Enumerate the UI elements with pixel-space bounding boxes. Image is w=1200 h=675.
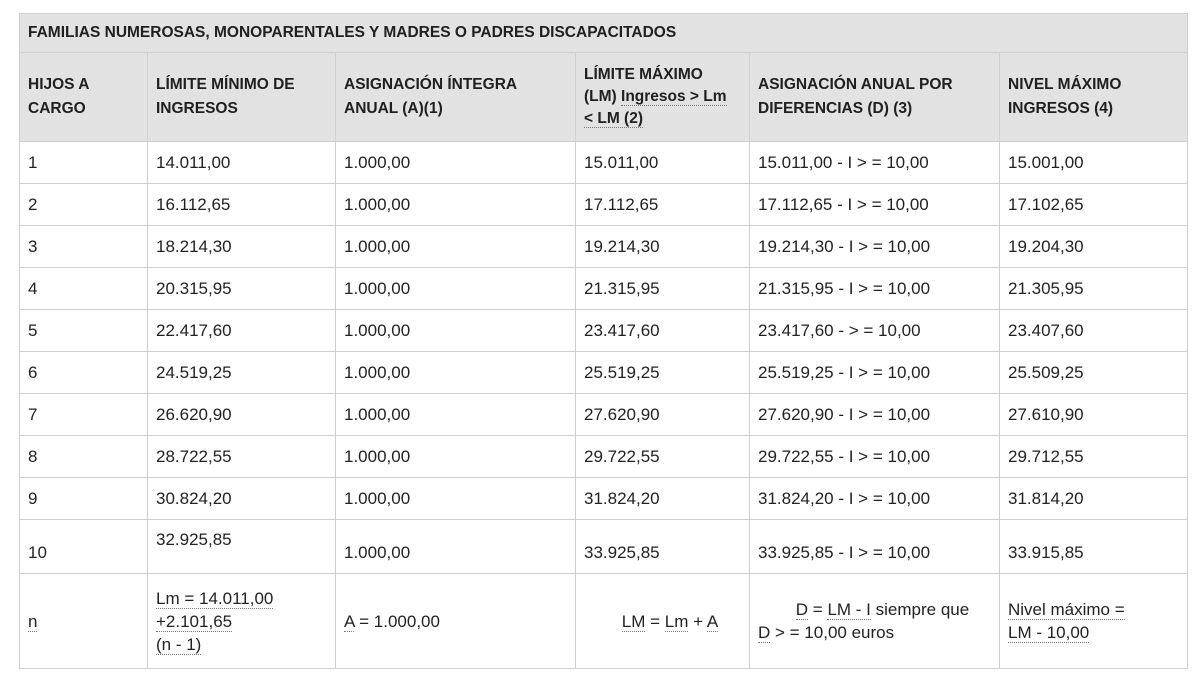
abbr-n[interactable]: n (28, 611, 38, 631)
table-cell: 23.417,60 (576, 310, 750, 352)
abbr-lm-i[interactable]: LM - I (827, 600, 871, 619)
formula-n-cell (20, 574, 148, 669)
table-cell: 7 (20, 394, 148, 436)
table-cell: 22.417,60 (148, 310, 336, 352)
table-cell: 25.519,25 - I > = 10,00 (750, 352, 1000, 394)
formula-nivel-cell (1000, 574, 1188, 669)
table-cell: 33.925,85 (576, 520, 750, 574)
abbr-lm-formula[interactable]: +2.101,65 (156, 611, 233, 631)
table-body (20, 142, 1188, 669)
formula-text: + (688, 611, 707, 631)
table-cell: 29.712,55 (1000, 436, 1188, 478)
families-income-table (19, 13, 1188, 669)
table-cell: 30.824,20 (148, 478, 336, 520)
table-cell: 1.000,00 (336, 352, 576, 394)
formula-text: = (808, 600, 828, 619)
abbr-LM[interactable]: LM (621, 611, 646, 631)
table-cell: 1.000,00 (336, 226, 576, 268)
table-cell: 1.000,00 (336, 436, 576, 478)
abbr-lm-formula[interactable]: (n - 1) (156, 634, 202, 654)
table-cell: 1.000,00 (336, 520, 576, 574)
table-cell: 16.112,65 (148, 184, 336, 226)
header-text: INGRESOS (4) (1008, 100, 1114, 117)
table-header-row (20, 53, 1188, 142)
table-cell: 1.000,00 (336, 184, 576, 226)
abbr-a[interactable]: A (706, 611, 719, 631)
abbr-lm-10[interactable]: LM - 10,00 (1008, 623, 1090, 642)
abbr-lm[interactable]: Lm (664, 611, 689, 631)
formula-text: = (645, 611, 665, 631)
header-text: ANUAL (A)(1) (344, 100, 443, 117)
table-row (20, 436, 1188, 478)
table-cell: 6 (20, 352, 148, 394)
table-cell: 17.102,65 (1000, 184, 1188, 226)
table-cell: 31.814,20 (1000, 478, 1188, 520)
header-text: HIJOS A (28, 76, 90, 93)
table-cell: 4 (20, 268, 148, 310)
abbr-nivel-maximo[interactable]: Nivel máximo = (1008, 600, 1125, 619)
table-cell: 24.519,25 (148, 352, 336, 394)
table-cell: 23.417,60 - > = 10,00 (750, 310, 1000, 352)
table-row (20, 520, 1188, 574)
table-row (20, 184, 1188, 226)
table-title: FAMILIAS NUMEROSAS, MONOPARENTALES Y MADRES O PADRES DISCAPACITADOS (20, 14, 1188, 53)
header-limite-minimo (148, 53, 336, 142)
formula-lm-cell (148, 574, 336, 669)
table-row (20, 478, 1188, 520)
formula-row (20, 574, 1188, 669)
table-cell: 1.000,00 (336, 142, 576, 184)
header-text: ASIGNACIÓN ÍNTEGRA (344, 76, 518, 93)
table-cell: 19.214,30 (576, 226, 750, 268)
table-cell: 31.824,20 (576, 478, 750, 520)
formula-text: > = 10,00 euros (770, 623, 895, 642)
table-cell: 18.214,30 (148, 226, 336, 268)
table-cell: 31.824,20 - I > = 10,00 (750, 478, 1000, 520)
table-cell: 33.915,85 (1000, 520, 1188, 574)
table-cell: 23.407,60 (1000, 310, 1188, 352)
header-nivel-maximo (1000, 53, 1188, 142)
table-row (20, 226, 1188, 268)
header-text: NIVEL MÁXIMO (1008, 76, 1122, 93)
header-text: INGRESOS (156, 100, 238, 117)
table-cell: 21.315,95 (576, 268, 750, 310)
table-cell: 19.214,30 - I > = 10,00 (750, 226, 1000, 268)
table-row (20, 352, 1188, 394)
header-text: (LM) (584, 88, 622, 105)
table-cell: 20.315,95 (148, 268, 336, 310)
formula-LM-cell (576, 574, 750, 669)
table-cell: 1 (20, 142, 148, 184)
abbr-d[interactable]: D (758, 623, 771, 642)
table-cell: 15.011,00 (576, 142, 750, 184)
table-cell: 27.620,90 (576, 394, 750, 436)
table-cell: 1.000,00 (336, 394, 576, 436)
formula-text: = 1.000,00 (354, 611, 440, 631)
table-cell: 21.315,95 - I > = 10,00 (750, 268, 1000, 310)
table-cell: 21.305,95 (1000, 268, 1188, 310)
table-cell: 32.925,85 (148, 520, 336, 574)
table-cell: 8 (20, 436, 148, 478)
abbr-d[interactable]: D (795, 600, 809, 619)
table-cell: 17.112,65 - I > = 10,00 (750, 184, 1000, 226)
table-cell: 27.610,90 (1000, 394, 1188, 436)
table-row (20, 142, 1188, 184)
header-hijos-a-cargo (20, 53, 148, 142)
table-cell: 28.722,55 (148, 436, 336, 478)
header-text: LÍMITE MÁXIMO (584, 66, 703, 83)
header-text: LÍMITE MÍNIMO DE (156, 76, 295, 93)
header-limite-maximo (576, 53, 750, 142)
table-cell: 25.519,25 (576, 352, 750, 394)
formula-d-cell (750, 574, 1000, 669)
table-cell: 33.925,85 - I > = 10,00 (750, 520, 1000, 574)
header-text: CARGO (28, 100, 86, 117)
table-cell: 5 (20, 310, 148, 352)
table-row (20, 310, 1188, 352)
table-cell: 9 (20, 478, 148, 520)
table-cell: 19.204,30 (1000, 226, 1188, 268)
table-title-row (20, 14, 1188, 53)
table-cell: 26.620,90 (148, 394, 336, 436)
header-text: ASIGNACIÓN ANUAL POR (758, 76, 953, 93)
table-row (20, 394, 1188, 436)
abbr-lm-2[interactable]: < LM (2) (584, 110, 643, 127)
formula-a-cell (336, 574, 576, 669)
table-cell: 1.000,00 (336, 310, 576, 352)
table-cell: 14.011,00 (148, 142, 336, 184)
table-cell: 3 (20, 226, 148, 268)
table-cell: 2 (20, 184, 148, 226)
abbr-lm-formula[interactable]: Lm = 14.011,00 (156, 588, 274, 608)
table-row (20, 268, 1188, 310)
table-cell: 1.000,00 (336, 268, 576, 310)
table-cell: 15.011,00 - I > = 10,00 (750, 142, 1000, 184)
table-cell: 27.620,90 - I > = 10,00 (750, 394, 1000, 436)
abbr-a[interactable]: A (344, 611, 355, 631)
table-cell: 17.112,65 (576, 184, 750, 226)
table-cell: 10 (20, 520, 148, 574)
header-text: DIFERENCIAS (D) (3) (758, 100, 913, 117)
header-asignacion-diferencias (750, 53, 1000, 142)
table-cell: 29.722,55 (576, 436, 750, 478)
formula-text: siempre que (870, 600, 970, 619)
table-cell: 1.000,00 (336, 478, 576, 520)
header-asignacion-integra (336, 53, 576, 142)
table-cell: 25.509,25 (1000, 352, 1188, 394)
abbr-ingresos-lm[interactable]: Ingresos > Lm (621, 88, 727, 105)
table-cell: 29.722,55 - I > = 10,00 (750, 436, 1000, 478)
table-cell: 15.001,00 (1000, 142, 1188, 184)
